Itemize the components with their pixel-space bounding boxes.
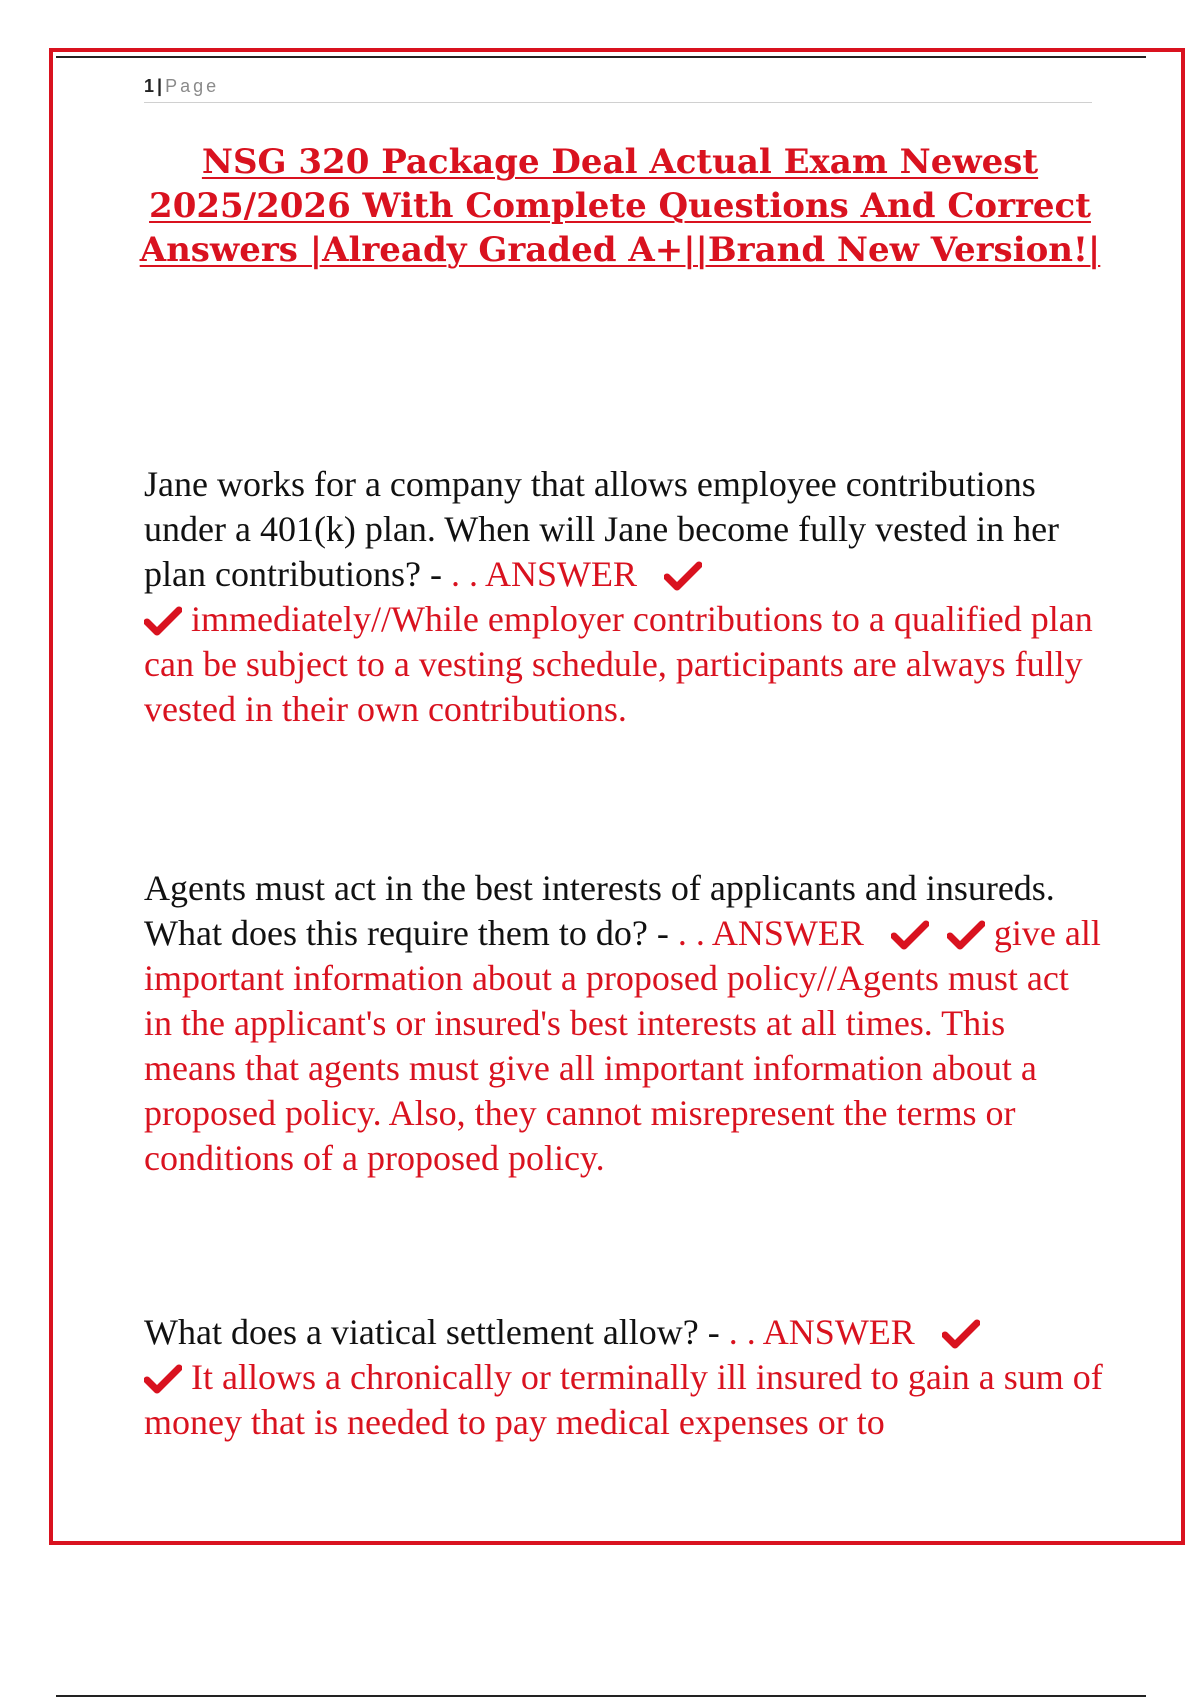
checkmark-icon — [664, 560, 702, 592]
page-separator: | — [157, 76, 163, 96]
checkmark-icon — [947, 919, 985, 951]
answer-text: It allows a chronically or terminally ill insured to gain a sum of money that is needed to pay medical expenses or to — [144, 1357, 1103, 1442]
page-header — [144, 74, 1092, 103]
bottom-rule — [56, 1695, 1146, 1697]
page-label: Page — [165, 76, 220, 96]
answer-label: . . ANSWER — [677, 913, 864, 953]
checkmark-icon — [942, 1318, 980, 1350]
answer-text: immediately//While employer contributions to a qualified plan can be subject to a vesting schedule, participants are always fully vested in their own contributions. — [144, 599, 1093, 729]
checkmark-icon — [144, 605, 182, 637]
answer-label: . . ANSWER — [728, 1312, 915, 1352]
qa-item-3 — [144, 1310, 1104, 1445]
question-text: Jane works for a company that allows employee contributions under a 401(k) plan. When will Jane become fully vested in her plan contributions? - — [144, 464, 1060, 594]
qa-item-2 — [144, 866, 1104, 1181]
checkmark-icon — [144, 1363, 182, 1395]
checkmark-icon — [891, 919, 929, 951]
qa-item-1 — [144, 462, 1104, 732]
answer-label: . . ANSWER — [450, 554, 637, 594]
answer-text: give all important information about a proposed policy//Agents must act in the applicant's or insured's best interests at all times. This means that agents must give all important information about a proposed policy. Also, they cannot misrepresent the terms or conditions of a proposed policy. — [144, 913, 1101, 1178]
document-title: NSG 320 Package Deal Actual Exam Newest 2025/2026 With Complete Questions And Correct Answers |Already Graded A+||Brand New Version!| — [139, 142, 1101, 270]
page-number: 1 — [144, 76, 155, 96]
question-text: What does a viatical settlement allow? - — [144, 1312, 720, 1352]
question-text: Agents must act in the best interests of applicants and insureds. What does this require them to do? - — [144, 868, 1055, 953]
